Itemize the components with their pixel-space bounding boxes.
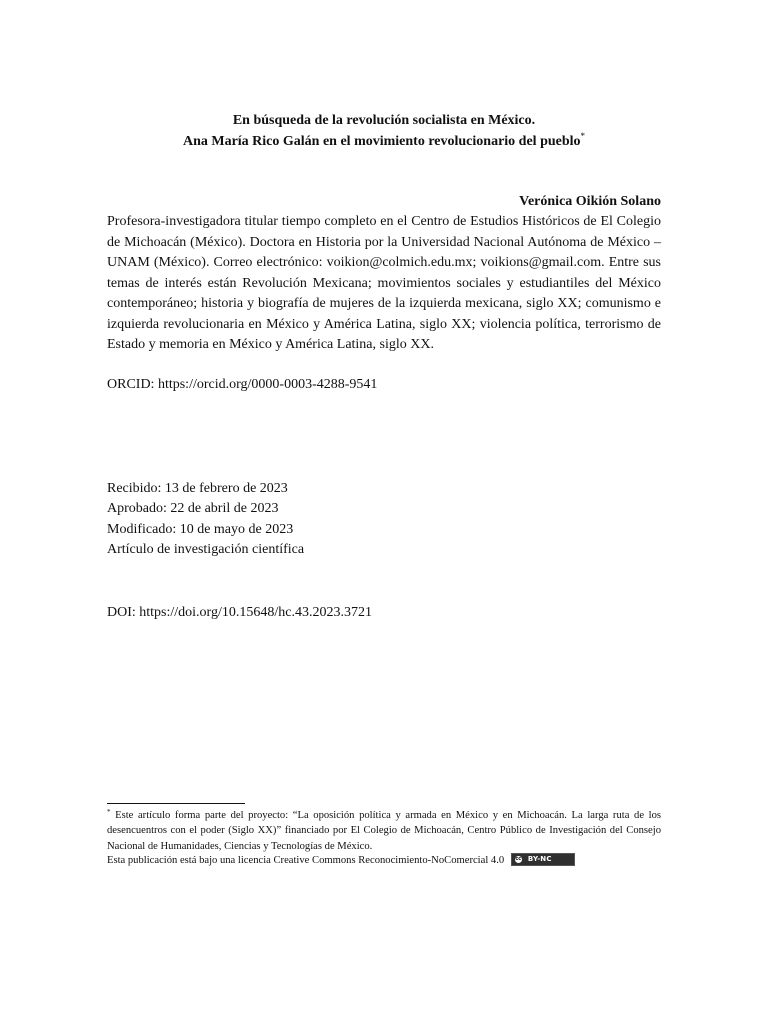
footnote-divider [107, 803, 245, 804]
author-orcid[interactable]: ORCID: https://orcid.org/0000-0003-4288-9541 [107, 377, 378, 392]
footnote-mark: * [107, 808, 111, 816]
footnote-text: Este artículo forma parte del proyecto: “La oposición política y armada en México y en Michoacán. La larga ruta de los desencuentros con el poder (Siglo XX)” financiado por El Colegio de Michoacán, Centro Público de Investigación del Consejo Nacional de Humanidades, Ciencias y Tecnologías de México. [107, 810, 661, 852]
title-footnote-mark[interactable]: * [580, 131, 586, 141]
author-name: Verónica Oikión Solano [519, 194, 661, 209]
date-received: Recibido: 13 de febrero de 2023 [107, 481, 288, 496]
license-text: Esta publicación está bajo una licencia Creative Commons Reconocimiento-NoComercial 4.0 [107, 855, 505, 866]
article-type: Artículo de investigación científica [107, 541, 305, 557]
title-line-1: En búsqueda de la revolución socialista en México. [232, 113, 536, 128]
article-title [107, 110, 661, 152]
cc-badge-label: BY-NC [527, 855, 552, 863]
cc-symbol-icon: cc [515, 856, 522, 862]
footnote [107, 808, 661, 854]
article-dates [107, 479, 661, 560]
author-bio: Profesora-investigadora titular tiempo completo en el Centro de Estudios Históricos de El Colegio de Michoacán (México). Doctora en Historia por la Universidad Nacional Autónoma de México – UNAM (México). Correo electrónico: voikion@colmich.edu.mx; voikions@gmail.com. Entre sus temas de interés están Revolución Mexicana; movimientos sociales y estudiantiles del México contemporáneo; historia y biografía de mujeres de la izquierda mexicana, siglo XX; comunismo e izquierda revolucionaria en México y América Latina, siglo XX; violencia política, terrorismo de Estado y memoria en México y América Latina, siglo XX. [107, 214, 661, 352]
date-modified: Modificado: 10 de mayo de 2023 [107, 521, 294, 537]
license-line [107, 853, 667, 869]
article-doi[interactable]: DOI: https://doi.org/10.15648/hc.43.2023.3721 [107, 605, 372, 620]
title-line-2 [107, 131, 661, 152]
cc-by-nc-badge-icon[interactable] [511, 853, 575, 866]
title-line-2-text: Ana María Rico Galán en el movimiento revolucionario del pueblo [182, 134, 581, 149]
date-approved: Aprobado: 22 de abril de 2023 [107, 501, 279, 517]
